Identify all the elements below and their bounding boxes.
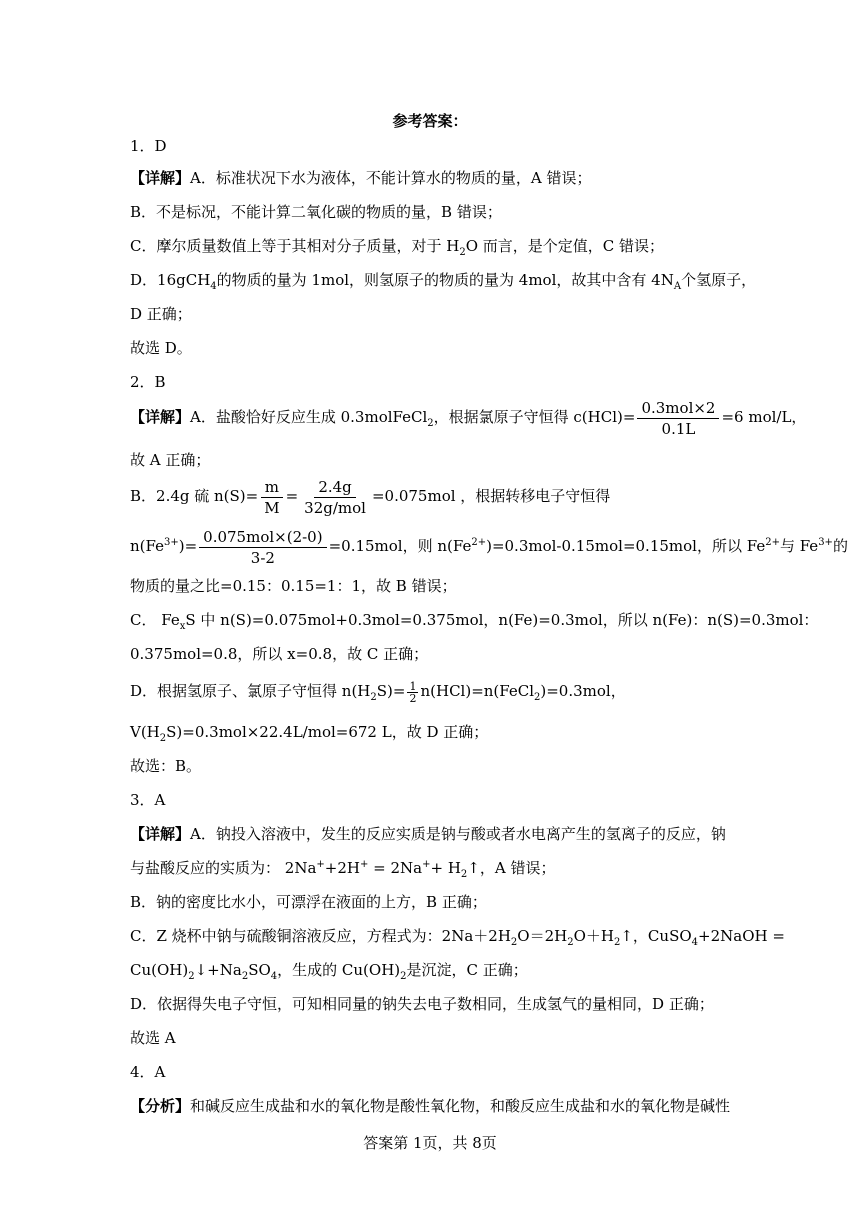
q2-line-a2: 故 A 正确； <box>130 451 211 469</box>
page-footer: 答案第 1页，共 8页 <box>363 1134 497 1152</box>
q2-line-b: B．2.4g 硫 n(S)= $\frac{m}{M}$ = $\frac{2.4g}{\text{32g/mol}}$ =0.075mol ，根据转移电子守恒得 <box>130 477 611 517</box>
fraction: $\frac{m}{M}$ <box>260 479 283 516</box>
q3-line-c: C．Z 烧杯中钠与硫酸铜溶液反应，方程式为：$2Na+2H_2O=2H_2O+H_2↑$，CuSO$_4$+2NaOH = <box>130 927 785 948</box>
q2-line-b2: $n(Fe^{3+})=$ $\frac{\text{0.075mol×(2-0)}}{3-2}$ =0.15mol，则 $n(Fe^{2+})=0.3mol-0.15mol=0.15mol$，所以 $Fe^{2+}$与 $Fe^{3+}$的 <box>130 527 848 567</box>
q2-line-c: C． $Fe_xS$ 中 n(S)=0.075mol+0.3mol=0.375mol，n(Fe)=0.3mol，所以 n(Fe)：n(S)=0.3mol： <box>130 611 819 632</box>
q1-line-d: D．16gCH$_4$的物质的量为 1mol，则氢原子的物质的量为 4mol，故其中含有 $4N_A$个氢原子， <box>130 271 757 292</box>
q4-answer: 4．A <box>130 1063 166 1081</box>
q4-line-a: 【分析】和碱反应生成盐和水的氧化物是酸性氧化物，和酸反应生成盐和水的氧化物是碱性 <box>130 1097 731 1115</box>
q2-selection: 故选：B。 <box>130 757 202 775</box>
q1-line-c: C．摩尔质量数值上等于其相对分子质量，对于 $H_2O$ 而言，是个定值，C 错误； <box>130 237 665 258</box>
q1-line-a: 【详解】A．标准状况下水为液体，不能计算水的物质的量，A 错误； <box>130 169 592 187</box>
q2-line-d: D．根据氢原子、氯原子守恒得 $n(H_2S)=$ $\frac{1}{2}$ n(HCl)=n(FeCl$_2$)=0.3mol， <box>130 679 626 705</box>
q1-line-b: B．不是标况，不能计算二氧化碳的物质的量，B 错误； <box>130 203 502 221</box>
page-title: 参考答案： <box>392 112 468 130</box>
q1-selection: 故选 D。 <box>130 339 192 357</box>
q3-line-a: 【详解】A．钠投入溶液中，发生的反应实质是钠与酸或者水电离产生的氢离子的反应，钠 <box>130 825 726 843</box>
q1-line-d2: D 正确； <box>130 305 192 323</box>
q2-line-a: 【详解】A．盐酸恰好反应生成 0.3molFeCl$_2$，根据氯原子守恒得 c(HCl)= $\frac{\text{0.3mol×2}}{0.1L}$ =6 mol/L， <box>130 398 807 438</box>
q1-answer: 1．D <box>130 137 167 155</box>
q3-selection: 故选 A <box>130 1029 176 1047</box>
q2-line-b3: 物质的量之比=0.15：0.15=1：1，故 B 错误； <box>130 577 457 595</box>
q3-line-c2: $Cu(OH)_2↓+Na_2SO_4$，生成的 $Cu(OH)_2$是沉淀，C 正确； <box>130 961 528 982</box>
fraction: $\frac{\text{0.075mol×(2-0)}}{3-2}$ <box>199 529 326 566</box>
q3-answer: 3．A <box>130 791 166 809</box>
q3-line-b: B．钠的密度比水小，可漂浮在液面的上方，B 正确； <box>130 893 487 911</box>
q3-line-d: D．依据得失电子守恒，可知相同量的钠失去电子数相同，生成氢气的量相同，D 正确； <box>130 995 714 1013</box>
q2-line-d2: $V(H_2S)=0.3mol\times 22.4L/mol=672$ L，故 D 正确； <box>130 723 489 744</box>
q2-answer: 2．B <box>130 373 166 391</box>
q2-line-c2: 0.375mol=0.8，所以 x=0.8，故 C 正确； <box>130 645 429 663</box>
fraction: $\frac{\text{0.3mol×2}}{0.1L}$ <box>637 400 719 437</box>
q3-line-a2: 与盐酸反应的实质为： $2Na^++2H^+ = 2Na^++ H_2↑$，A 错误； <box>130 859 556 880</box>
fraction: $\frac{2.4g}{\text{32g/mol}}$ <box>304 477 366 517</box>
fraction: $\frac{1}{2}$ <box>409 679 417 705</box>
